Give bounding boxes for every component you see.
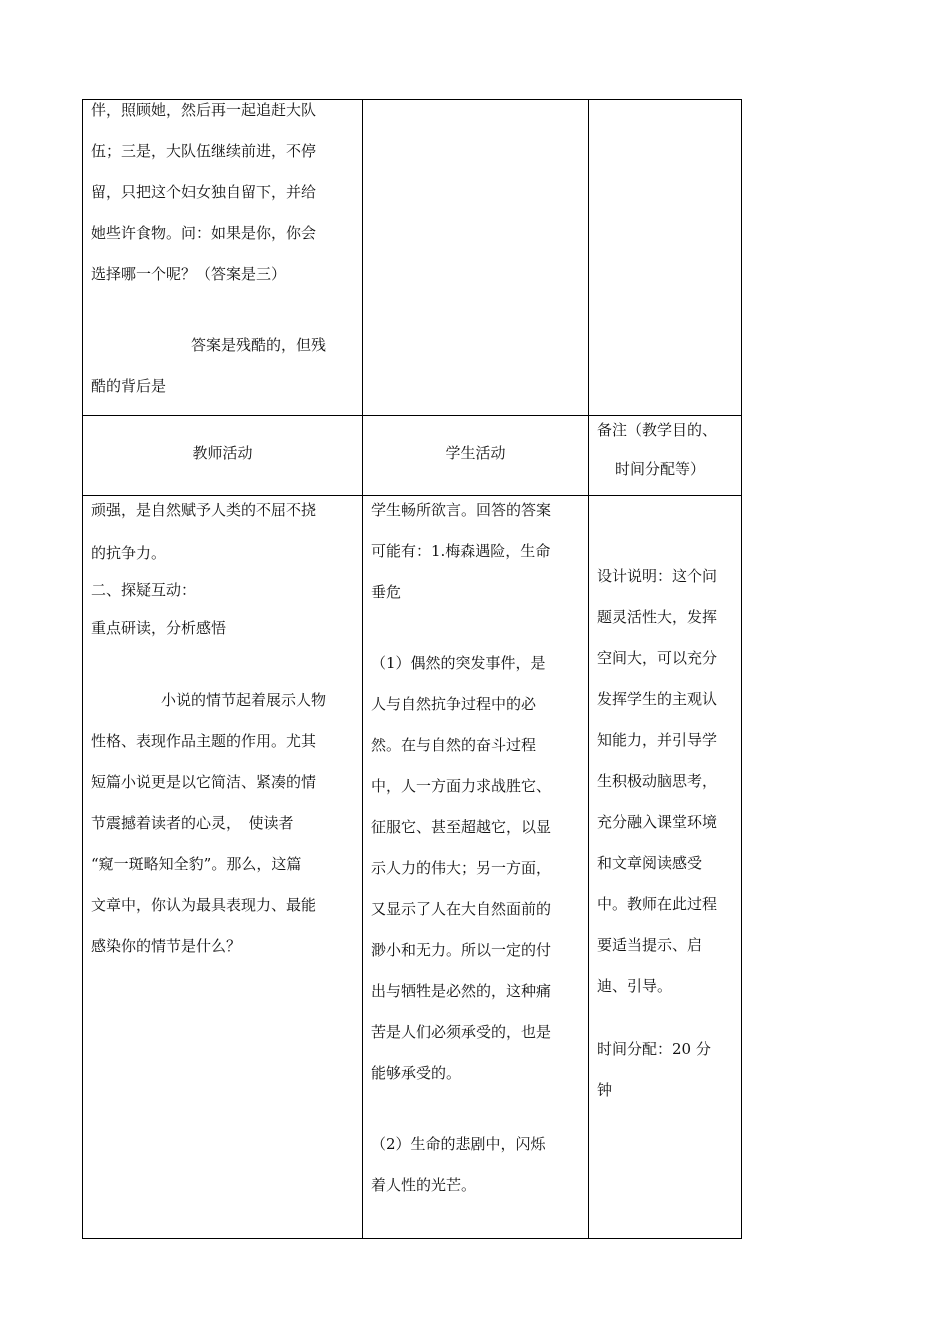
time-allocation: 时间分配：20 分 (597, 1040, 711, 1058)
header-label: 学生活动 (445, 444, 506, 462)
text-line: 性格、表现作品主题的作用。尤其 (91, 732, 317, 750)
text-line: 出与牺牲是必然的，这种痛 (371, 982, 552, 1000)
header-label: 时间分配等） (615, 460, 706, 478)
text-line: 短篇小说更是以它简洁、紧凑的情 (91, 773, 317, 791)
text-line: 伍；三是，大队伍继续前进，不停 (91, 142, 317, 160)
text-line: 她些许食物。问：如果是你，你会 (91, 224, 317, 242)
text-line: 中，人一方面力求战胜它、 (371, 777, 552, 795)
header-student-activity (363, 433, 588, 474)
header-label: 教师活动 (192, 444, 253, 462)
column-divider-1 (362, 100, 363, 1239)
body-notes-cell (597, 556, 737, 1111)
body-student-cell (371, 490, 581, 1206)
column-divider-2 (588, 100, 589, 1239)
header-notes (597, 411, 742, 489)
text-line: 能够承受的。 (371, 1064, 462, 1082)
text-line: 可能有：1.梅森遇险，生命 (371, 542, 551, 560)
text-line: 文章中，你认为最具表现力、最能 (91, 896, 317, 914)
text-line: 伴，照顾她，然后再一起追赶大队 (91, 101, 317, 119)
text-line: 迪、引导。 (597, 977, 673, 995)
top-teacher-cell (91, 90, 357, 407)
text-line: 小说的情节起着展示人物 (161, 691, 327, 709)
text-line: 和文章阅读感受 (597, 854, 703, 872)
time-allocation: 钟 (597, 1081, 613, 1099)
text-line: “窥一斑略知全豹”。那么，这篇 (91, 855, 302, 873)
text-line: 充分融入课堂环境 (597, 813, 718, 831)
text-line: 人与自然抗争过程中的必 (371, 695, 537, 713)
text-line: 渺小和无力。所以一定的付 (371, 941, 552, 959)
text-line: 答案是残酷的，但残 (191, 336, 327, 354)
text-line: 设计说明：这个问 (597, 567, 718, 585)
text-line: 垂危 (371, 583, 402, 601)
text-line: 的抗争力。 (91, 544, 167, 562)
text-line: 题灵活性大，发挥 (597, 608, 718, 626)
body-teacher-cell (91, 490, 357, 967)
text-line: （1）偶然的突发事件，是 (371, 654, 546, 672)
text-line: 发挥学生的主观认 (597, 690, 718, 708)
text-line: 征服它、甚至超越它，以显 (371, 818, 552, 836)
text-line: 苦是人们必须承受的，也是 (371, 1023, 552, 1041)
text-line: 顽强，是自然赋予人类的不屈不挠 (91, 501, 317, 519)
header-teacher-activity (83, 433, 362, 474)
header-label: 备注（教学目的、 (597, 421, 718, 439)
text-line: 要适当提示、启 (597, 936, 703, 954)
text-line: 中。教师在此过程 (597, 895, 718, 913)
lesson-plan-table (82, 99, 742, 1239)
text-line: 空间大，可以充分 (597, 649, 718, 667)
text-line: 感染你的情节是什么？ (91, 937, 242, 955)
text-line: 酷的背后是 (91, 377, 167, 395)
section-subheading: 重点研读，分析感悟 (91, 619, 227, 637)
text-line: 然。在与自然的奋斗过程 (371, 736, 537, 754)
text-line: 选择哪一个呢？（答案是三） (91, 265, 287, 283)
text-line: 又显示了人在大自然面前的 (371, 900, 552, 918)
text-line: 学生畅所欲言。回答的答案 (371, 501, 552, 519)
text-line: 着人性的光芒。 (371, 1176, 477, 1194)
text-line: 生积极动脑思考， (597, 772, 718, 790)
text-line: 留，只把这个妇女独自留下，并给 (91, 183, 317, 201)
section-heading: 二、探疑互动： (91, 581, 197, 599)
text-line: 知能力，并引导学 (597, 731, 718, 749)
text-line: 节震撼着读者的心灵， 使读者 (91, 814, 294, 832)
text-line: （2）生命的悲剧中，闪烁 (371, 1135, 546, 1153)
text-line: 示人力的伟大；另一方面， (371, 859, 552, 877)
